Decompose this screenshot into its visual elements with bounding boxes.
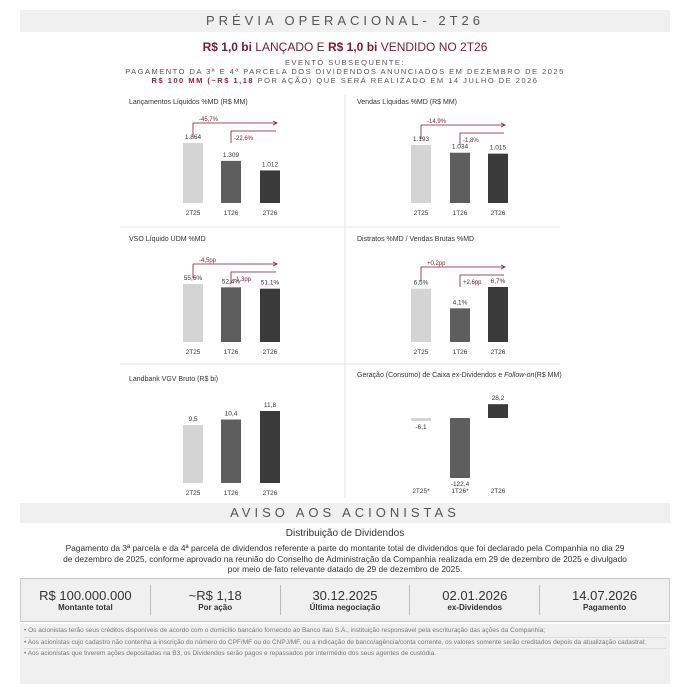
data-label: 1.309 [222,151,240,159]
variation-label: -1,8% [463,138,479,144]
headline-launch-value: R$ 1,0 bi [202,40,252,54]
headline-sales-value: R$ 1,0 bi [328,40,378,54]
category-label: 2T26 [262,490,278,497]
cash-title-b: Follow-on [504,372,535,379]
variation-label: -4,5pp [199,258,217,264]
stat-value: 14.07.2026 [572,588,638,603]
variation-label: -22,6% [234,136,254,142]
data-label: -122,4 [450,481,470,488]
cash-title-a: Geração (Consumo) de Caixa ex-Dividendos e [357,372,505,379]
bar [183,143,203,203]
category-label: 2T26 [490,488,506,495]
notice-title: AVISO AOS ACIONISTAS [20,503,670,523]
variation-label: -1,3pp [234,277,252,283]
stat-value: ~R$ 1,18 [188,588,242,603]
dividend-distribution-title: Distribuição de Dividendos [285,528,405,539]
cash-title-c: (R$ MM) [534,372,562,379]
variation-label: +0,2pp [427,261,446,267]
data-label: 4,1% [452,299,468,307]
category-label: 2T25 [185,210,201,217]
variation-label: -45,7% [199,117,219,123]
category-label: 2T25 [185,490,201,497]
bar [411,418,431,421]
data-label: 10,4 [224,410,238,418]
chart-title-sales: Vendas Líquidas %MD (R$ MM) [357,99,457,106]
category-label: 1T26 [452,210,468,217]
bar [221,161,241,203]
bar [183,284,203,342]
bar [221,287,241,342]
stat-total-amount [21,585,151,615]
category-label: 2T25 [413,210,429,217]
bar [450,418,470,478]
category-label: 1T26* [451,488,469,495]
bar [450,153,470,203]
headline-text-2: VENDIDO NO 2T26 [377,40,488,54]
stat-value: 30.12.2025 [312,588,378,603]
category-label: 2T26 [262,210,278,217]
data-label: 1.015 [489,144,507,152]
stat-label: Por ação [198,603,233,612]
dividend-amount: R$ 100 MM (~R$ 1,18 [151,76,255,85]
data-label: 1.034 [451,143,469,151]
category-label: 2T25 [185,349,201,356]
dividend-date-text: POR AÇÃO) QUE SERÁ REALIZADO EM 14 JULHO DE 2026 [254,76,539,85]
category-label: 1T26 [452,349,468,356]
page-title: PRÉVIA OPERACIONAL- 2T26 [20,10,670,32]
stat-payment-date [540,585,669,615]
data-label: -6,1 [415,423,427,431]
dividend-stats-box [20,578,670,622]
bar [488,287,508,342]
variation-label: -14,9% [427,119,447,125]
shareholder-notes [20,624,670,684]
bar [450,308,470,342]
stat-value: R$ 100.000.000 [39,588,132,603]
category-label: 2T26 [262,349,278,356]
stat-label: Última negociação [309,603,381,612]
stat-per-share [151,585,281,615]
stat-ex-dividend [410,585,540,615]
chart-title-landbank: Landbank VGV Bruto (R$ bi) [129,376,219,383]
note-item: • Os acionistas terão seus créditos disponíveis de acordo com o domicílio bancário fornecido ao Banco Itaú S.A., instituição responsável pela escrituração das ações da Companhia; [24,626,666,638]
data-label: 28,2 [491,395,505,403]
variation-bracket [193,123,276,137]
dividend-distribution-text: Pagamento da 3ª parcela e da 4ª parcela de dividendos referente a parte do montante total de dividendos que foi declarado pela Companhia no dia 29 de dezembro de 2025, conforme aprovado na reunião do Conselho de Administração da Companhia realizada em 29 de dezembro de 2025 e divulgado por meio de fato relevante datado de 29 de dezembro de 2025. [63,543,627,574]
bar [183,425,203,483]
bar [260,170,280,203]
data-label: 1.193 [412,136,430,143]
bar [260,411,280,483]
stat-label: Montante total [58,603,113,612]
category-label: 1T26 [223,349,239,356]
stat-last-trading [281,585,411,615]
data-label: 1.864 [184,134,202,141]
variation-bracket [193,264,276,278]
data-label: 51,1% [260,279,280,287]
category-label: 1T26 [223,490,239,497]
subsequent-event-label: EVENTO SUBSEQUENTE: [284,58,406,67]
category-label: 2T26 [490,210,506,217]
stat-value: 02.01.2026 [442,588,508,603]
data-label: 6,7% [490,278,506,285]
bar [221,420,241,483]
data-label: 1.012 [261,161,279,169]
chart-title-launches: Lançamentos Líquidos %MD (R$ MM) [129,99,248,106]
data-label: 9,5 [188,416,198,424]
headline-text-1: LANÇADO E [251,40,328,54]
category-label: 1T26 [223,210,239,217]
variation-label: +2,6pp [463,280,482,286]
variation-bracket [421,125,504,139]
bar [260,289,280,342]
subsequent-event-text: PAGAMENTO DA 3ª E 4ª PARCELA DOS DIVIDENDOS ANUNCIADOS EM DEZEMBRO DE 2025 [125,67,565,76]
stat-label: Pagamento [583,603,627,612]
bar [488,404,508,418]
note-item: • Aos acionistas que tiverem ações depositadas na B3, os Dividendos serão pagos e repassados por intermédio dos seus agentes de custódia. [24,650,437,657]
note-item: • Aos acionistas cujo cadastro não contenha a inscrição do número do CPF/MF ou do CNPJ/MF, ou a indicação de banco/agência/conta corrente, os valores somente serão creditados depois da atualização cadastral; [24,638,666,650]
category-label: 2T25 [413,349,429,356]
bar [411,289,431,342]
category-label: 2T26 [490,349,506,356]
data-label: 55,6% [183,275,203,282]
bar [488,154,508,203]
chart-title-vso: VSO Líquido UDM %MD [129,236,206,243]
category-label: 2T25* [412,488,430,495]
data-label: 11,8 [263,402,277,409]
chart-title-cancellations: Distratos %MD / Vendas Brutas %MD [357,236,475,243]
stat-label: ex-Dividendos [447,603,503,612]
bar [411,145,431,203]
data-label: 52,4% [221,278,241,286]
data-label: 6,5% [413,279,429,287]
